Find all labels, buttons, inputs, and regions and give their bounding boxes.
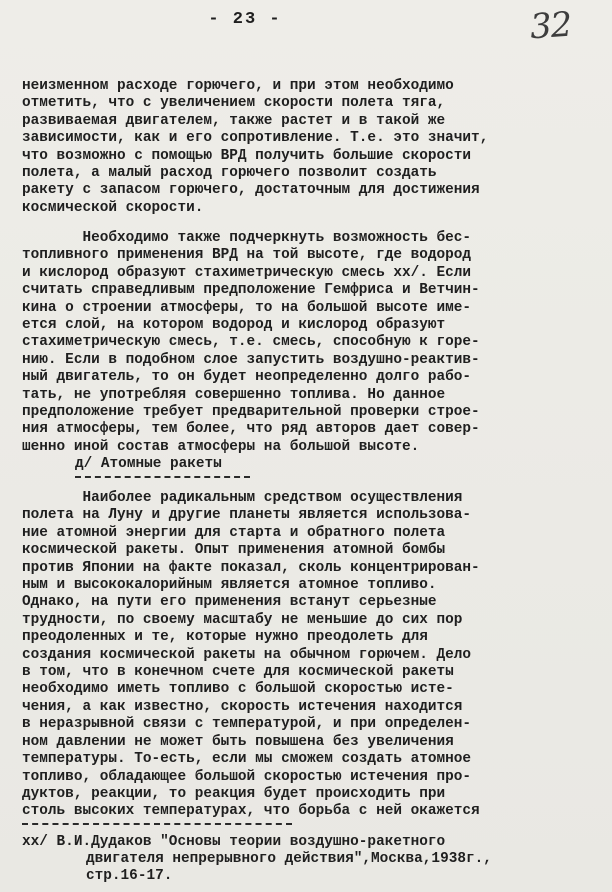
text-line: против Японии на факте показал, сколь концентрирован-	[22, 559, 480, 576]
text-line: тать, не употребляя совершенно топлива. Но данное	[22, 386, 446, 403]
text-line: неизменном расходе горючего, и при этом необходимо	[22, 78, 454, 94]
footnote-line: стр.16-17.	[86, 868, 173, 884]
text-line: полета на Луну и другие планеты является использова-	[22, 507, 472, 524]
text-line: столь высоких температурах, что борьба с ней окажется	[22, 803, 480, 820]
text-line: ный двигатель, то он будет неопределенно долго рабо-	[22, 369, 472, 386]
text-line: необходимо иметь топливо с большой скоростью исте-	[22, 681, 454, 698]
text-line: считать справедливым предположение Гемфриса и Ветчин-	[22, 282, 480, 299]
text-line: что возможно с помощью ВРД получить большие скорости	[22, 147, 472, 164]
paragraph-3	[22, 490, 590, 821]
text-line: шенно иной состав атмосферы на большой высоте.	[22, 438, 420, 455]
footnote-line: xx/ В.И.Дудаков "Основы теории воздушно-ракетного	[22, 834, 446, 850]
text-line: Однако, на пути его применения встанут серьезные	[22, 594, 437, 611]
text-line: кина о строении атмосферы, то на большой высоте име-	[22, 299, 472, 316]
text-line: Необходимо также подчеркнуть возможность бес-	[22, 230, 472, 246]
footnote-separator	[22, 823, 292, 825]
text-line: Наиболее радикальным средством осуществления	[22, 490, 463, 506]
text-line: отметить, что с увеличением скорости полета тяга,	[22, 95, 446, 112]
text-line: ния атмосферы, тем более, что ряд авторов дает совер-	[22, 421, 480, 438]
text-line: зависимости, как и его сопротивление. Т.е. это значит,	[22, 130, 489, 147]
text-line: ным и высококалорийным является атомное топливо.	[22, 577, 437, 594]
handwritten-archive-number: 32	[528, 4, 573, 48]
text-line: в неразрывной связи с температурой, и при определен-	[22, 716, 472, 733]
footnote	[22, 834, 592, 885]
text-line: предположение требует предварительной проверки строе-	[22, 404, 480, 421]
text-line: ется слой, на котором водород и кислород образуют	[22, 317, 446, 334]
text-line: дуктов, реакции, то реакция будет происходить при	[22, 785, 446, 802]
footnote-line: двигателя непрерывного действия",Москва,1938г.,	[86, 851, 492, 867]
text-line: топливо, обладающее большой скоростью истечения про-	[22, 768, 472, 785]
text-line: температуры. То-есть, если мы сможем создать атомное	[22, 751, 472, 768]
text-line: преодоленных и те, которые нужно преодолеть для	[22, 629, 428, 646]
text-line: и кислород образуют стахиметрическую смесь xx/. Если	[22, 264, 472, 281]
text-line: в том, что в конечном счете для космической ракеты	[22, 664, 454, 681]
text-line: космической ракеты. Опыт применения атомной бомбы	[22, 542, 446, 559]
text-line: развиваемая двигателем, также растет и в такой же	[22, 112, 446, 129]
section-heading-underline	[75, 476, 250, 478]
paragraph-1	[22, 78, 590, 217]
section-heading: д/ Атомные ракеты	[75, 456, 222, 472]
text-line: полета, а малый расход горючего позволит создать	[22, 165, 437, 182]
text-line: чения, а как известно, скорость истечения находится	[22, 698, 463, 715]
text-line: ние атомной энергии для старта и обратного полета	[22, 524, 446, 541]
text-line: нию. Если в подобном слое запустить воздушно-реактив-	[22, 351, 480, 368]
text-line: ракету с запасом горючего, достаточным для достижения	[22, 182, 480, 199]
text-line: ном давлении не может быть повышена без увеличения	[22, 733, 454, 750]
text-line: создания космической ракеты на обычном горючем. Дело	[22, 646, 472, 663]
paragraph-2	[22, 230, 590, 456]
text-line: космической скорости.	[22, 199, 204, 216]
text-line: трудности, по своему масштабу не меньшие до сих пор	[22, 611, 463, 628]
page-number: - 23 -	[208, 10, 282, 29]
text-line: стахиметрическую смесь, т.е. смесь, способную к горе-	[22, 334, 480, 351]
text-line: топливного применения ВРД на той высоте, где водород	[22, 247, 472, 264]
